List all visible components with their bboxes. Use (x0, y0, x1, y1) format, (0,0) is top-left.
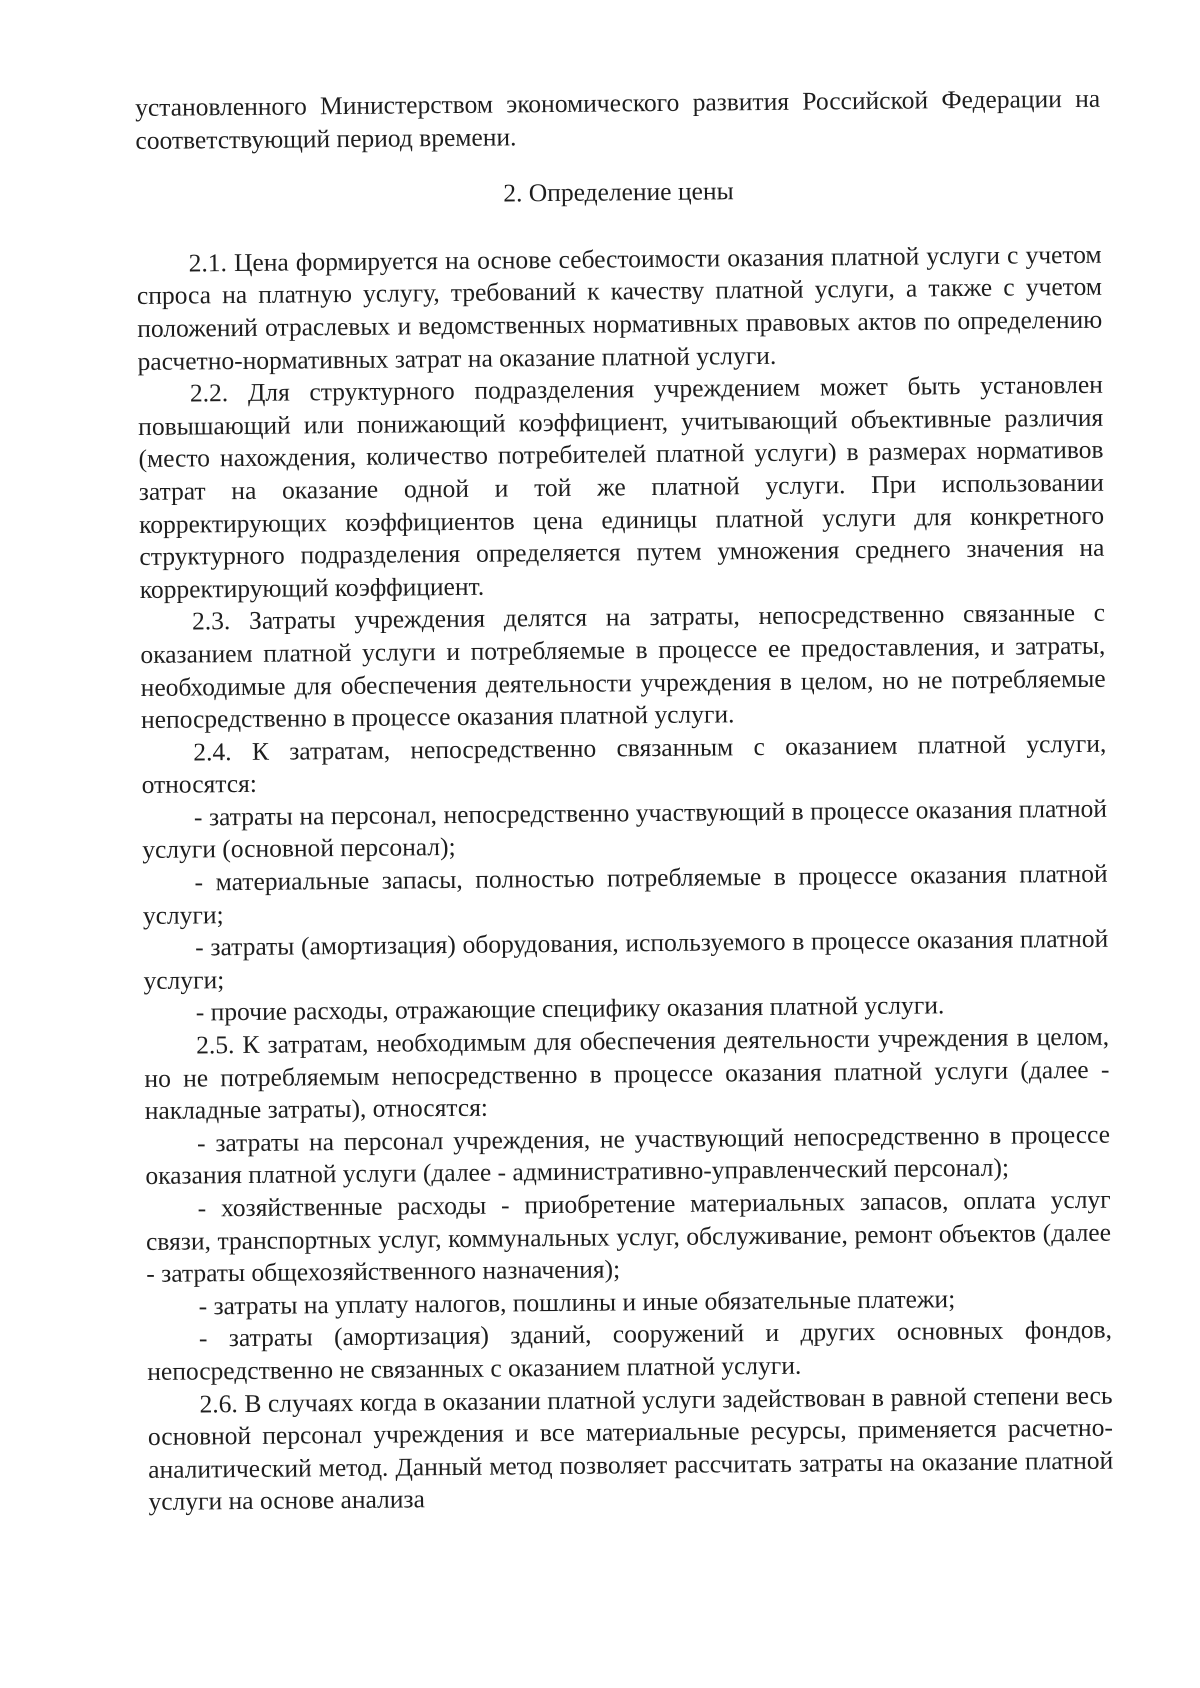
paragraph-continuation: установленного Министерством экономического развития Российской Федерации на соответствующий период времени. (135, 83, 1101, 155)
list-item-admin-personnel: - затраты на персонал учреждения, не участвующий непосредственно в процессе оказания платной услуги (далее - административно-управленческий персонал); (145, 1119, 1111, 1191)
list-item-taxes: - затраты на уплату налогов, пошлины и иные обязательные платежи; (198, 1283, 956, 1321)
paragraph-2-4: 2.4. К затратам, непосредственно связанным с оказанием платной услуги, относятся: (141, 728, 1107, 800)
paragraph-2-5: 2.5. К затратам, необходимым для обеспечения деятельности учреждения в целом, но не потребляемым непосредственно в процессе оказания платной услуги (далее - накладные затраты), относятся: (144, 1021, 1110, 1126)
paragraph-2-1: 2.1. Цена формируется на основе себестоимости оказания платной услуги с учетом спроса на платную услугу, требований к качеству платной услуги, а также с учетом положений отраслевых и ведомственных нормативных правовых актов по определению расчетно-нормативных затрат на оказание платной услуги. (136, 239, 1103, 376)
list-item-other-expenses: - прочие расходы, отражающие специфику оказания платной услуги. (195, 990, 945, 1027)
paragraph-2-3: 2.3. Затраты учреждения делятся на затраты, непосредственно связанные с оказанием платной услуги и потребляемые в процессе ее предоставления, и затраты, необходимые для обеспечения деятельности учреждения в целом, но не потребляемые непосредственно в процессе оказания платной услуги. (140, 598, 1106, 735)
list-item-personnel-costs: - затраты на персонал, непосредственно участвующий в процессе оказания платной услуги (основной персонал); (142, 793, 1108, 865)
paragraph-2-6: 2.6. В случаях когда в оказании платной услуги задействован в равной степени весь основной персонал учреждения и все материальные ресурсы, применяется расчетно-аналитический метод. Данный метод позволяет рассчитать затраты на оказание платной услуги на основе анализа (147, 1380, 1114, 1517)
section-heading: 2. Определение цены (503, 176, 734, 208)
list-item-buildings-depreciation: - затраты (амортизация) зданий, сооружений и других основных фондов, непосредственно не связанных с оказанием платной услуги. (147, 1315, 1113, 1386)
paragraph-2-2: 2.2. Для структурного подразделения учреждением может быть установлен повышающий или понижающий коэффициент, учитывающий объективные различия (место нахождения, количество потребителей платной услуги) в размерах нормативов затрат на оказание одной и той же платной услуги. При использовании корректирующих коэффициентов цена единицы платной услуги для конкретного структурного подразделения определяется путем умножения среднего значения на корректирующий коэффициент. (138, 369, 1105, 604)
document-body (135, 83, 1114, 1519)
list-item-household-expenses: - хозяйственные расходы - приобретение материальных запасов, оплата услуг связи, транспортных услуг, коммунальных услуг, обслуживание, ремонт объектов (далее - затраты общехозяйственного назначения); (145, 1184, 1112, 1289)
list-item-material-stocks: - материальные запасы, полностью потребляемые в процессе оказания платной услуги; (142, 858, 1108, 930)
list-item-equipment-depreciation: - затраты (амортизация) оборудования, используемого в процессе оказания платной услуги; (143, 923, 1109, 995)
